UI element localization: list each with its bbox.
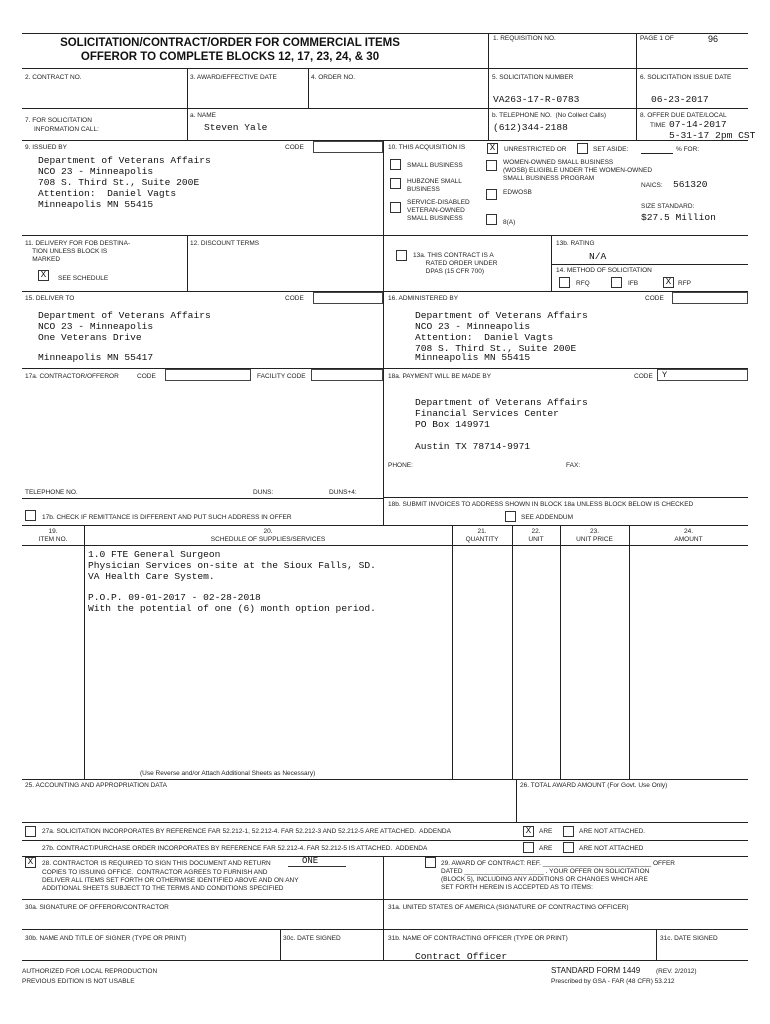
offeror-date-label: 30c. DATE SIGNED	[283, 935, 341, 942]
28-label: 28. CONTRACTOR IS REQUIRED TO SIGN THIS DOCUMENT AND RETURN	[42, 860, 273, 867]
29-checkbox[interactable]	[425, 857, 436, 868]
schedule-header: 20. SCHEDULE OF SUPPLIES/SERVICES	[210, 528, 326, 543]
grid-line	[22, 108, 748, 109]
27a-are-checkbox[interactable]: X	[523, 826, 534, 837]
signer-name-label: 30b. NAME AND TITLE OF SIGNER (TYPE OR PRINT)	[25, 935, 187, 942]
grid-line	[22, 899, 748, 900]
percent-line	[641, 153, 673, 154]
total-award-label: 26. TOTAL AWARD AMOUNT (For Govt. Use Only)	[520, 782, 668, 789]
discount-terms-label: 12. DISCOUNT TERMS	[190, 240, 260, 247]
fob-label: 11. DELIVERY FOR FOB DESTINA- TION UNLESS BLOCK IS MARKED	[25, 240, 131, 263]
grid-line	[22, 68, 748, 69]
grid-line	[308, 68, 309, 108]
unrestricted-label: UNRESTRICTED OR	[504, 146, 567, 153]
sdvosb-checkbox[interactable]	[390, 202, 401, 213]
payment-line: PO Box 149971	[415, 419, 490, 430]
see-addendum-checkbox[interactable]	[505, 511, 516, 522]
27b-label: 27b. CONTRACT/PURCHASE ORDER INCORPORATES BY REFERENCE FAR 52.212-4. FAR 52.212-5 IS ATTACHED. ADDENDA	[42, 845, 428, 852]
see-schedule-label: SEE SCHEDULE	[58, 275, 109, 282]
see-addendum-label: SEE ADDENDUM	[521, 514, 574, 521]
grid-line	[452, 525, 453, 779]
28-terms: COPIES TO ISSUING OFFICE. CONTRACTOR AGREES TO FURNISH AND DELIVER ALL ITEMS SET FORTH OR OTHERWISE IDENTIFIED ABOVE AND ON ANY ADDITIONAL SHEETS SUBJECT TO THE TERMS AND CONDITIONS SPECIFIED	[42, 869, 299, 892]
grid-line	[560, 525, 561, 779]
grid-line	[383, 140, 384, 525]
grid-line	[22, 140, 748, 141]
schedule-line: With the potential of one (6) month option period.	[88, 603, 376, 614]
payment-by-label: 18a. PAYMENT WILL BE MADE BY	[388, 373, 492, 380]
27b-are-label: ARE	[539, 845, 553, 852]
hubzone-checkbox[interactable]	[390, 178, 401, 189]
small-business-label: SMALL BUSINESS	[407, 162, 463, 169]
rating-label: 13b. RATING	[556, 240, 595, 247]
administered-by-code-label: CODE	[645, 295, 664, 302]
issue-date-label: 6. SOLICITATION ISSUE DATE	[640, 74, 732, 81]
administered-by-line: 708 S. Third St., Suite 200E	[415, 343, 577, 354]
27a-are-not-checkbox[interactable]	[563, 826, 574, 837]
time-label: TIME	[650, 122, 666, 129]
administered-by-line: Department of Veterans Affairs	[415, 310, 588, 321]
rated-order-label: 13a. THIS CONTRACT IS A RATED ORDER UNDER DPAS (15 CFR 700)	[413, 252, 498, 275]
naics-label: NAICS:	[641, 182, 663, 189]
contractor-telephone-label: TELEPHONE NO.	[25, 489, 78, 496]
order-no-label: 4. ORDER NO.	[311, 74, 356, 81]
payment-line: Austin TX 78714-9971	[415, 441, 531, 452]
form-title: SOLICITATION/CONTRACT/ORDER FOR COMMERCIAL ITEMS	[60, 37, 400, 49]
set-aside-checkbox[interactable]	[577, 143, 588, 154]
grid-line	[187, 68, 188, 140]
issued-by-line: Department of Veterans Affairs	[38, 155, 211, 166]
grid-line	[84, 525, 85, 779]
size-standard-label: SIZE STANDARD:	[641, 203, 695, 210]
issued-by-code-field[interactable]	[313, 141, 383, 153]
27b-are-not-label: ARE NOT ATTACHED	[579, 845, 644, 852]
unrestricted-checkbox[interactable]: X	[487, 143, 498, 154]
27a-are-label: ARE	[539, 828, 553, 835]
administered-by-code-field[interactable]	[672, 292, 748, 304]
grid-line	[22, 779, 748, 780]
ifb-checkbox[interactable]	[611, 277, 622, 288]
contracting-officer-signature-label: 31a. UNITED STATES OF AMERICA (SIGNATURE OF CONTRACTING OFFICER)	[388, 904, 629, 911]
issued-by-line: NCO 23 - Minneapolis	[38, 166, 154, 177]
rfp-checkbox[interactable]: X	[663, 277, 674, 288]
contractor-code-field[interactable]	[165, 369, 251, 381]
schedule-line: 1.0 FTE General Surgeon	[88, 549, 221, 560]
officer-title: Contract Officer	[415, 951, 508, 962]
deliver-to-line: Minneapolis MN 55417	[38, 352, 154, 363]
remittance-checkbox[interactable]	[25, 510, 36, 521]
solicitation-number: VA263-17-R-0783	[493, 94, 580, 105]
payment-line: Financial Services Center	[415, 408, 559, 419]
sdvosb-label: SERVICE-DISABLED VETERAN-OWNED SMALL BUSINESS	[407, 199, 470, 222]
telephone-value: (612)344-2188	[493, 122, 568, 133]
solicitation-method-label: 14. METHOD OF SOLICITATION	[556, 267, 652, 274]
grid-line	[22, 525, 748, 526]
quantity-header: 21. QUANTITY	[465, 528, 499, 543]
grid-line	[22, 840, 748, 841]
28-checkbox[interactable]: X	[25, 857, 36, 868]
schedule-line: P.O.P. 09-01-2017 - 02-28-2018	[88, 592, 261, 603]
unit-price-header: 23. UNIT PRICE	[576, 528, 613, 543]
deliver-to-line: Department of Veterans Affairs	[38, 310, 211, 321]
set-aside-label: SET ASIDE:	[593, 146, 629, 153]
footer-reproduction: AUTHORIZED FOR LOCAL REPRODUCTION	[22, 968, 158, 975]
grid-line	[22, 291, 748, 292]
grid-line	[22, 929, 748, 930]
facility-code-field[interactable]	[311, 369, 383, 381]
grid-line	[488, 33, 489, 140]
payment-code-field[interactable]: Y	[657, 369, 748, 381]
27b-are-checkbox[interactable]	[523, 842, 534, 853]
grid-line	[187, 235, 188, 291]
form-number: STANDARD FORM 1449	[551, 966, 641, 975]
solicitation-number-label: 5. SOLICITATION NUMBER	[492, 74, 574, 81]
acquisition-label: 10. THIS ACQUISITION IS	[388, 144, 466, 151]
administered-by-label: 16. ADMINISTERED BY	[388, 295, 459, 302]
grid-line	[22, 498, 383, 499]
fob-checkbox[interactable]: X	[38, 270, 49, 281]
schedule-line: Physician Services on-site at the Sioux Falls, SD.	[88, 560, 376, 571]
contractor-label: 17a. CONTRACTOR/OFFEROR	[25, 373, 119, 380]
info-call-label: 7. FOR SOLICITATION	[25, 117, 92, 124]
rating-value: N/A	[589, 251, 607, 262]
grid-line	[551, 264, 748, 265]
duns-label: DUNS:	[253, 489, 274, 496]
officer-name-label: 31b. NAME OF CONTRACTING OFFICER (TYPE OR PRINT)	[388, 935, 568, 942]
name-label: a. NAME	[190, 112, 217, 119]
top-border	[22, 33, 748, 34]
naics-value: 561320	[673, 179, 708, 190]
rfq-label: RFQ	[576, 280, 590, 287]
issued-by-code-label: CODE	[285, 144, 304, 151]
grid-line	[22, 822, 748, 823]
grid-line	[383, 497, 748, 498]
issued-by-line: 708 S. Third St., Suite 200E	[38, 177, 200, 188]
deliver-to-line: NCO 23 - Minneapolis	[38, 321, 154, 332]
29-label: 29. AWARD OF CONTRACT: REF. ______________________________ OFFER DATED ______________________ . YOUR OFFER ON SOLICITATION (BLOCK 5), INCLUDING ANY ADDITIONS OR CHANGES WHICH ARE SET FORTH HEREIN IS ACCEPTED AS TO ITEMS:	[441, 860, 676, 891]
edwosb-label: EDWOSB	[503, 189, 532, 196]
offer-due-label: 8. OFFER DUE DATE/LOCAL	[640, 112, 727, 119]
deliver-to-label: 15. DELIVER TO	[25, 295, 75, 302]
grid-line	[516, 779, 517, 822]
small-business-checkbox[interactable]	[390, 159, 401, 170]
grid-line	[656, 929, 657, 960]
payment-line: Department of Veterans Affairs	[415, 397, 588, 408]
telephone-label: b. TELEPHONE NO. (No Collect Calls)	[492, 112, 607, 119]
rated-order-checkbox[interactable]	[396, 250, 407, 261]
administered-by-line: NCO 23 - Minneapolis	[415, 321, 531, 332]
form-subtitle: OFFEROR TO COMPLETE BLOCKS 12, 17, 23, 24, & 30	[80, 51, 380, 63]
officer-date-label: 31c. DATE SIGNED	[660, 935, 718, 942]
duns4-label: DUNS+4:	[329, 489, 357, 496]
item-no-header: 19. ITEM NO.	[38, 528, 68, 543]
facility-code-label: FACILITY CODE	[257, 373, 306, 380]
schedule-line: VA Health Care System.	[88, 571, 215, 582]
grid-line	[22, 856, 748, 857]
28-copies-value: ONE	[288, 856, 346, 867]
prescribed-by: Prescribed by GSA - FAR (48 CFR) 53.212	[551, 978, 675, 985]
percent-for-label: % FOR:	[676, 146, 700, 153]
footer-previous-edition: PREVIOUS EDITION IS NOT USABLE	[22, 978, 135, 985]
contractor-code-label: CODE	[137, 373, 156, 380]
deliver-to-code-field[interactable]	[313, 292, 383, 304]
grid-line	[22, 368, 748, 369]
grid-line	[551, 235, 552, 291]
form-revision: (REV. 2/2012)	[656, 968, 697, 975]
deliver-to-code-label: CODE	[285, 295, 304, 302]
issued-by-line: Minneapolis MN 55415	[38, 199, 154, 210]
grid-line	[280, 929, 281, 960]
accounting-label: 25. ACCOUNTING AND APPROPRIATION DATA	[25, 782, 167, 789]
contract-no-label: 2. CONTRACT NO.	[25, 74, 82, 81]
grid-line	[22, 235, 748, 236]
requisition-no-label: 1. REQUISITION NO.	[493, 35, 556, 42]
grid-line	[22, 545, 748, 546]
grid-line	[636, 33, 637, 140]
payment-code-label: CODE	[634, 373, 653, 380]
info-call-label-2: INFORMATION CALL:	[34, 126, 99, 133]
issue-date: 06-23-2017	[651, 94, 709, 105]
rfq-checkbox[interactable]	[559, 277, 570, 288]
wosb-label: WOMEN-OWNED SMALL BUSINESS (WOSB) ELIGIBLE UNDER THE WOMEN-OWNED SMALL BUSINESS PROGRAM	[503, 159, 653, 182]
administered-by-line: Minneapolis MN 55415	[415, 352, 531, 363]
bottom-border	[22, 960, 748, 961]
8a-checkbox[interactable]	[486, 214, 497, 225]
phone-label: PHONE:	[388, 462, 413, 469]
page-label: PAGE 1 OF	[640, 35, 674, 42]
8a-label: 8(A)	[503, 219, 516, 226]
rfp-label: RFP	[678, 280, 691, 287]
issued-by-label: 9. ISSUED BY	[25, 144, 67, 151]
edwosb-checkbox[interactable]	[486, 189, 497, 200]
grid-line	[629, 525, 630, 779]
grid-line	[512, 525, 513, 779]
grid-line	[383, 856, 384, 960]
page-total: 96	[708, 34, 719, 44]
schedule-footer-note: (Use Reverse and/or Attach Additional Sheets as Necessary)	[140, 770, 316, 777]
issued-by-line: Attention: Daniel Vagts	[38, 188, 177, 199]
deliver-to-line: One Veterans Drive	[38, 332, 142, 343]
27a-checkbox[interactable]	[25, 826, 36, 837]
hubzone-label: HUBZONE SMALL BUSINESS	[407, 178, 462, 193]
unit-header: 22. UNIT	[528, 528, 544, 543]
offeror-signature-label: 30a. SIGNATURE OF OFFEROR/CONTRACTOR	[25, 904, 169, 911]
27a-are-not-label: ARE NOT ATTACHED.	[579, 828, 646, 835]
wosb-checkbox[interactable]	[486, 160, 497, 171]
contact-name: Steven Yale	[204, 122, 268, 133]
award-date-label: 3. AWARD/EFFECTIVE DATE	[190, 74, 277, 81]
administered-by-line: Attention: Daniel Vagts	[415, 332, 554, 343]
offer-due-date: 07-14-2017	[669, 119, 727, 130]
27a-label: 27a. SOLICITATION INCORPORATES BY REFERENCE FAR 52.212-1, 52.212-4. FAR 52.212-3 AND 52.212-5 ARE ATTACHED. ADDENDA	[42, 828, 451, 835]
27b-are-not-checkbox[interactable]	[563, 842, 574, 853]
ifb-label: IFB	[628, 280, 639, 287]
submit-invoices-label: 18b. SUBMIT INVOICES TO ADDRESS SHOWN IN BLOCK 18a UNLESS BLOCK BELOW IS CHECKED	[388, 501, 694, 508]
remittance-label: 17b. CHECK IF REMITTANCE IS DIFFERENT AND PUT SUCH ADDRESS IN OFFER	[42, 514, 292, 521]
fax-label: FAX:	[566, 462, 581, 469]
amount-header: 24. AMOUNT	[674, 528, 703, 543]
size-standard-value: $27.5 Million	[641, 212, 716, 223]
offer-due-time: 5-31-17 2pm CST	[669, 130, 756, 141]
